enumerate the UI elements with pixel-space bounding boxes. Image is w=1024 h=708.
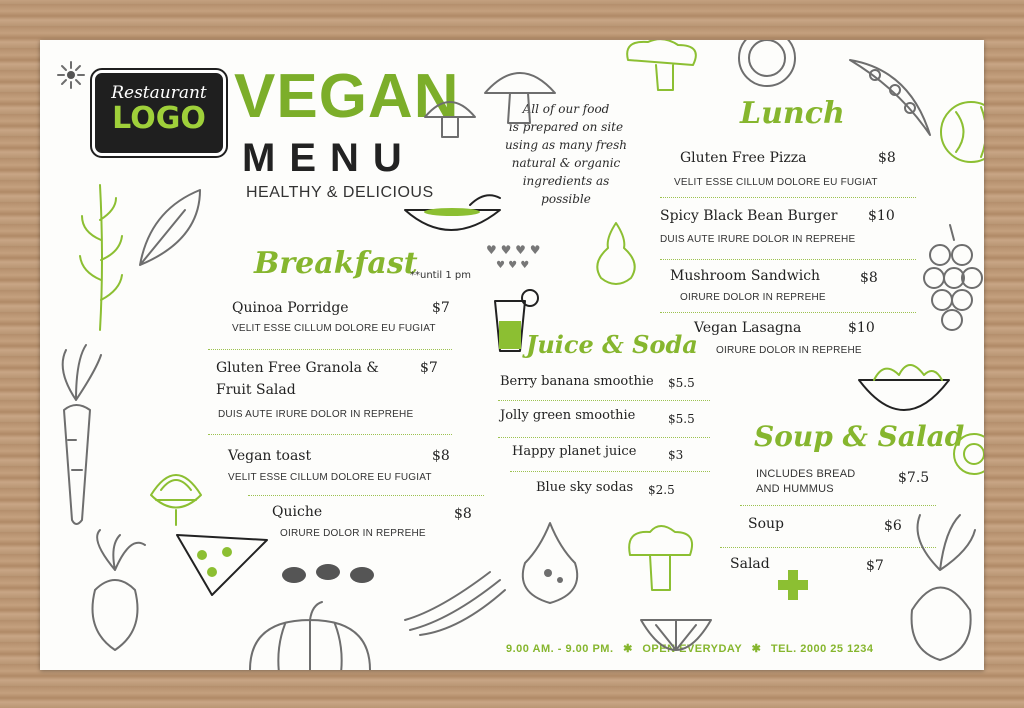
breakfast-item-desc: VELIT ESSE CILLUM DOLORE EU FUGIAT xyxy=(232,323,436,334)
leaf-doodle xyxy=(130,180,210,270)
pumpkin-doodle xyxy=(240,600,380,670)
breakfast-item-name: Vegan toast xyxy=(228,448,312,464)
restaurant-logo xyxy=(92,70,226,156)
intro-line: using as many fresh xyxy=(504,138,628,152)
pizza-slice-doodle xyxy=(172,530,272,600)
soup-item-price: $6 xyxy=(884,518,902,534)
soup-item-name: Salad xyxy=(730,556,770,572)
footer-separator: ✱ xyxy=(623,643,633,655)
lunch-item-desc: VELIT ESSE CILLUM DOLORE EU FUGIAT xyxy=(674,177,878,188)
divider xyxy=(660,312,916,313)
cross-decoration xyxy=(778,570,808,600)
divider xyxy=(208,434,452,435)
juice-item-name: Berry banana smoothie xyxy=(500,374,654,389)
breakfast-item-price: $8 xyxy=(432,448,450,464)
footer-hours: 9.00 AM. - 9.00 PM. xyxy=(506,643,614,655)
lunch-item-desc: DUIS AUTE IRURE DOLOR IN REPREHE xyxy=(660,234,856,245)
juice-item-name: Blue sky sodas xyxy=(536,480,634,495)
beet-doodle xyxy=(900,510,984,670)
breakfast-item-price: $7 xyxy=(420,360,438,376)
juice-item-price: $5.5 xyxy=(668,412,695,426)
soup-item-name: Soup xyxy=(748,516,784,532)
intro-line: All of our food xyxy=(522,102,610,116)
lemon-slice-doodle xyxy=(636,610,716,660)
logo-line2: LOGO xyxy=(112,101,206,136)
divider xyxy=(208,349,452,350)
soup-includes-line1: INCLUDES BREAD xyxy=(756,468,856,480)
intro-line: is prepared on site xyxy=(508,120,624,134)
herb-sprig-doodle xyxy=(70,180,130,340)
lunch-item-price: $10 xyxy=(848,320,875,336)
footer-separator: ✱ xyxy=(751,643,762,655)
breakfast-item-price: $8 xyxy=(454,506,472,522)
juice-heading: Juice & Soda xyxy=(526,330,698,359)
lunch-item-name: Mushroom Sandwich xyxy=(670,268,821,284)
peas-doodle xyxy=(840,50,940,140)
logo-line1: Restaurant xyxy=(111,83,207,103)
broccoli-doodle xyxy=(620,520,700,600)
radish-doodle xyxy=(70,530,160,660)
fig-doodle xyxy=(510,518,590,608)
svg-text:♥ ♥ ♥ ♥: ♥ ♥ ♥ ♥ xyxy=(486,243,541,257)
lunch-item-name: Spicy Black Bean Burger xyxy=(660,208,838,224)
soup-item-price: $7.5 xyxy=(898,470,930,486)
breakfast-item-price: $7 xyxy=(432,300,450,316)
lunch-item-price: $8 xyxy=(860,270,878,286)
divider xyxy=(248,495,484,496)
olives-doodle xyxy=(280,560,380,590)
lunch-item-price: $8 xyxy=(878,150,896,166)
carrot-doodle xyxy=(46,340,106,530)
pear-doodle xyxy=(586,218,646,288)
artichoke-doodle xyxy=(136,450,216,530)
juice-item-price: $3 xyxy=(668,448,684,462)
salad-bowl-doodle xyxy=(854,350,954,420)
breakfast-item-name: Gluten Free Granola & xyxy=(216,360,379,376)
soup-item-price: $7 xyxy=(866,558,884,574)
broccoli-doodle xyxy=(618,40,708,100)
soup-includes-line2: AND HUMMUS xyxy=(756,483,834,495)
soup-heading: Soup & Salad xyxy=(754,420,965,453)
title-menu: MENU xyxy=(242,136,416,180)
flower-decoration xyxy=(56,60,86,90)
lunch-heading: Lunch xyxy=(740,96,845,131)
lime-ring-doodle xyxy=(950,430,984,480)
cabbage-doodle xyxy=(936,92,984,172)
mushroom-doodle xyxy=(420,92,480,142)
breakfast-item-name-line2: Fruit Salad xyxy=(216,382,296,398)
intro-line: natural & organic xyxy=(511,156,621,170)
lunch-item-name: Gluten Free Pizza xyxy=(680,150,807,166)
tagline: HEALTHY & DELICIOUS xyxy=(246,184,434,201)
footer-tel: TEL. 2000 25 1234 xyxy=(770,643,874,655)
lunch-item-desc: OIRURE DOLOR IN REPREHE xyxy=(716,345,862,356)
breakfast-heading: Breakfast xyxy=(254,246,418,281)
intro-line: ingredients as xyxy=(522,174,610,188)
divider xyxy=(660,197,916,198)
breakfast-item-name: Quinoa Porridge xyxy=(232,300,349,316)
lunch-item-desc: OIRURE DOLOR IN REPREHE xyxy=(680,292,826,303)
divider xyxy=(660,259,916,260)
juice-item-price: $5.5 xyxy=(668,376,695,390)
bananas-doodle xyxy=(400,560,510,640)
menu-sheet xyxy=(40,40,984,670)
title-vegan: VEGAN xyxy=(234,62,460,131)
tomato-slice-doodle xyxy=(732,40,802,90)
juice-item-price: $2.5 xyxy=(648,483,675,497)
divider xyxy=(510,471,710,472)
breakfast-item-name: Quiche xyxy=(272,504,323,520)
divider xyxy=(740,505,936,506)
lunch-item-price: $10 xyxy=(868,208,895,224)
svg-text:♥ ♥ ♥: ♥ ♥ ♥ xyxy=(496,260,530,271)
divider xyxy=(498,400,710,401)
grapes-doodle xyxy=(920,220,984,350)
mushroom-doodle xyxy=(480,58,560,128)
hearts-decoration xyxy=(486,234,566,274)
intro-line: possible xyxy=(541,192,591,206)
juice-glass-doodle xyxy=(490,286,540,356)
footer-open: OPEN EVERYDAY xyxy=(642,643,743,655)
lunch-item-name: Vegan Lasagna xyxy=(694,320,802,336)
juice-item-name: Happy planet juice xyxy=(512,444,637,459)
juice-item-name: Jolly green smoothie xyxy=(500,408,636,423)
breakfast-item-desc: OIRURE DOLOR IN REPREHE xyxy=(280,528,426,539)
divider xyxy=(498,437,710,438)
breakfast-note: **until 1 pm xyxy=(410,270,471,281)
breakfast-item-desc: VELIT ESSE CILLUM DOLORE EU FUGIAT xyxy=(228,472,432,483)
breakfast-item-desc: DUIS AUTE IRURE DOLOR IN REPREHE xyxy=(218,409,414,420)
